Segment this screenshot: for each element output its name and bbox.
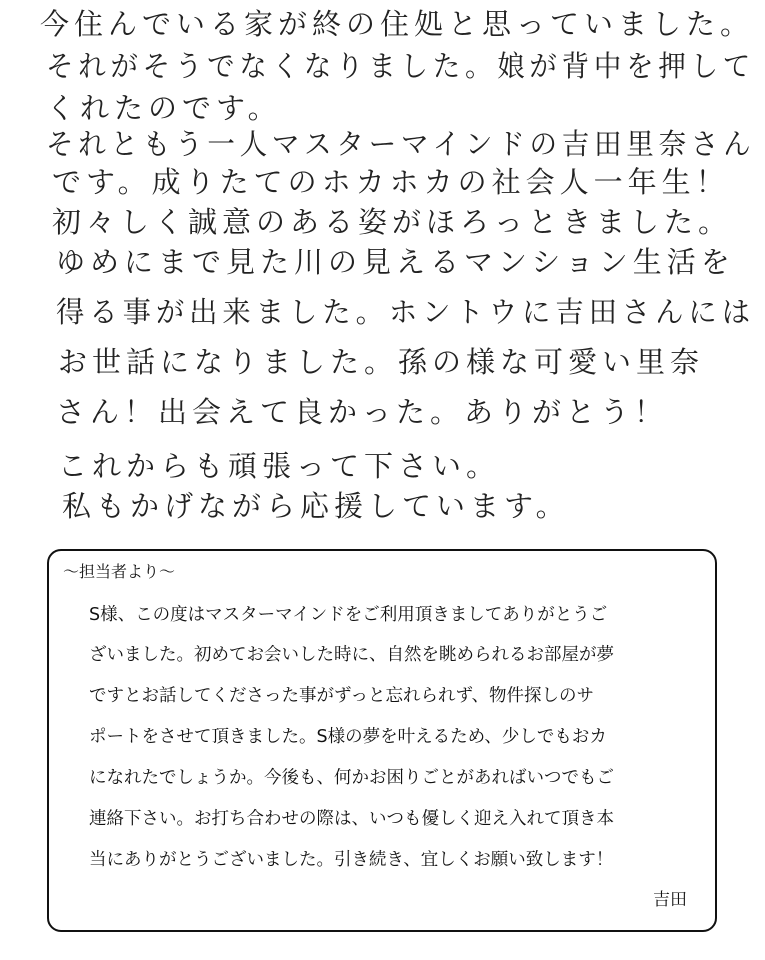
letter-line: これからも頑張って下さい。 bbox=[58, 449, 501, 483]
staff-comment-line: ですとお話してくださった事がずっと忘れられず、物件探しのサ bbox=[89, 686, 595, 706]
staff-comment-line: ざいました。初めてお会いした時に、自然を眺められるお部屋が夢 bbox=[89, 645, 614, 665]
letter-line: 私もかげながら応援しています。 bbox=[62, 489, 570, 523]
staff-comment-line: ポートをさせて頂きました。S様の夢を叶えるため、少しでもおカ bbox=[89, 727, 607, 747]
letter-line: 初々しく誠意のある姿がほろっときました。 bbox=[52, 205, 733, 239]
staff-comment-box bbox=[47, 549, 717, 932]
staff-comment-line: 連絡下さい。お打ち合わせの際は、いつも優しく迎え入れて頂き本 bbox=[89, 809, 614, 829]
letter-line: です。成りたてのホカホカの社会人一年生！ bbox=[52, 165, 730, 199]
letter-line: 得る事が出来ました。ホントウに吉田さんには bbox=[56, 295, 756, 329]
staff-comment-line: 当にありがとうございました。引き続き、宜しくお願い致します！ bbox=[89, 850, 614, 870]
letter-line: それがそうでなくなりました。娘が背中を押して bbox=[46, 49, 756, 83]
staff-comment-line: S様、この度はマスターマインドをご利用頂きましてありがとうご bbox=[89, 605, 608, 625]
letter-line: 今住んでいる家が終の住処と思っていました。 bbox=[40, 7, 755, 41]
letter-line: ゆめにまで見た川の見えるマンション生活を bbox=[56, 245, 735, 279]
letter-line: さん！出会えて良かった。ありがとう！ bbox=[56, 395, 669, 429]
letter-line: お世話になりました。孫の様な可愛い里奈 bbox=[58, 345, 705, 379]
letter-line: それともう一人マスターマインドの吉田里奈さん bbox=[46, 127, 756, 161]
staff-comment-heading: ～担当者より～ bbox=[63, 562, 176, 581]
letter-line: くれたのです。 bbox=[46, 91, 282, 125]
staff-signature: 吉田 bbox=[653, 890, 687, 910]
staff-comment-line: になれたでしょうか。今後も、何かお困りごとがあればいつでもご bbox=[89, 768, 614, 788]
